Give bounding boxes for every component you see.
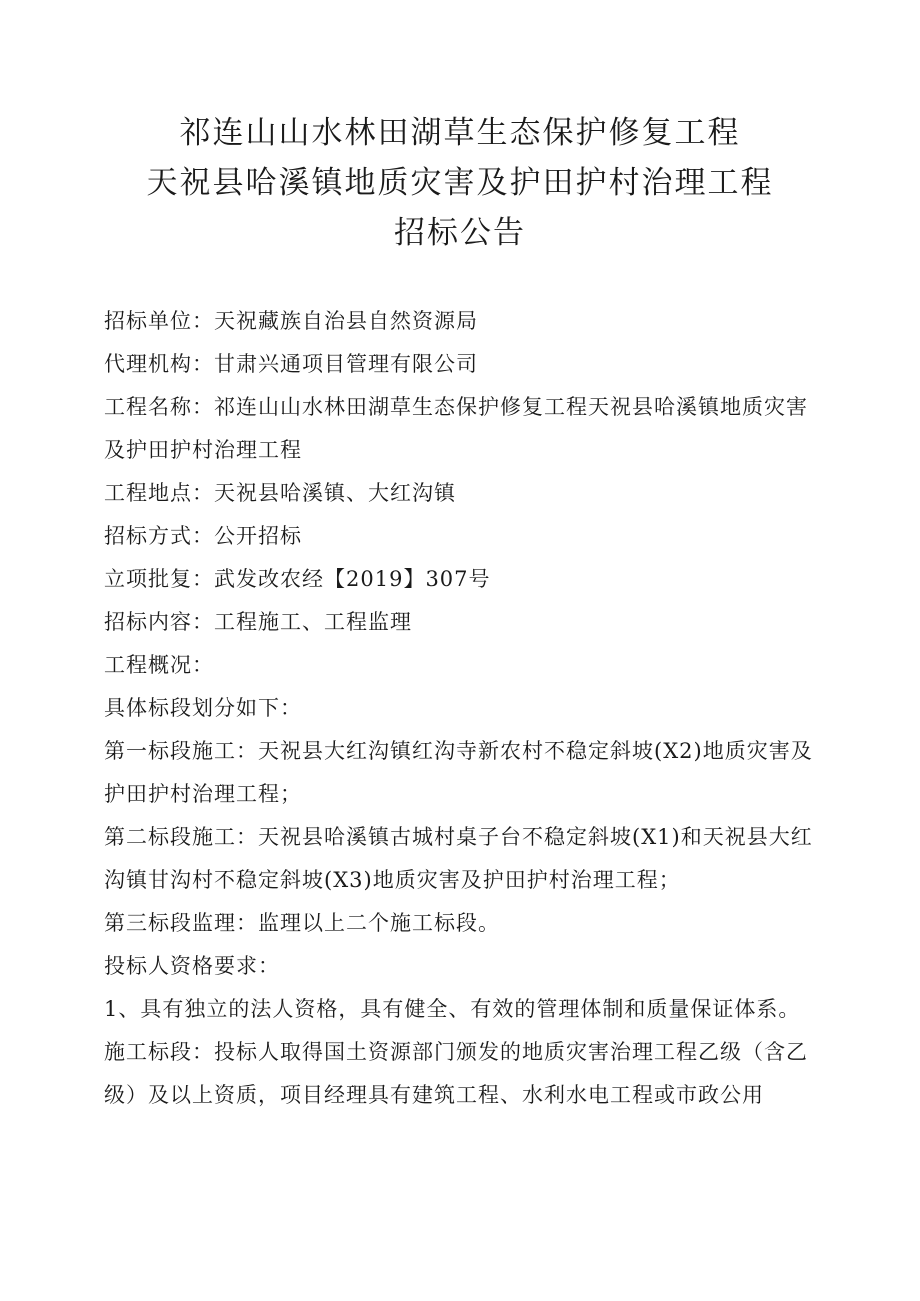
project-name-row (104, 386, 824, 472)
location-row (104, 472, 824, 515)
bidder-value: 天祝藏族自治县自然资源局 (214, 309, 478, 333)
bidder-label: 招标单位： (104, 309, 214, 333)
content-label: 招标内容： (104, 610, 214, 634)
project-name-value: 祁连山山水林田湖草生态保护修复工程天祝县哈溪镇地质灾害及护田护村治理工程 (104, 395, 808, 462)
location-value: 天祝县哈溪镇、大红沟镇 (214, 481, 456, 505)
agency-label: 代理机构： (104, 352, 214, 376)
announcement-body (104, 300, 824, 1117)
approval-row (104, 558, 824, 601)
qualification-item-1: 1、具有独立的法人资格，具有健全、有效的管理体制和质量保证体系。 (104, 997, 801, 1021)
announcement-title (0, 108, 920, 258)
qualification-heading: 投标人资格要求： (104, 954, 280, 978)
title-line-1: 祁连山山水林田湖草生态保护修复工程 (179, 115, 741, 151)
construction-lot-paragraph: 施工标段：投标人取得国土资源部门颁发的地质灾害治理工程乙级（含乙级）及以上资质，项目经理具有建筑工程、水利水电工程或市政公用 (104, 1040, 808, 1107)
agency-value: 甘肃兴通项目管理有限公司 (214, 352, 478, 376)
approval-label: 立项批复： (104, 567, 214, 591)
lot3-paragraph: 第三标段监理：监理以上二个施工标段。 (104, 911, 500, 935)
bidder-row (104, 300, 824, 343)
project-name-label: 工程名称： (104, 395, 214, 419)
content-row (104, 601, 824, 644)
agency-row (104, 343, 824, 386)
approval-value: 武发改农经【2019】307号 (214, 567, 491, 591)
lot2-paragraph: 第二标段施工：天祝县哈溪镇古城村桌子台不稳定斜坡(X1)和天祝县大红沟镇甘沟村不稳定斜坡(X3)地质灾害及护田护村治理工程； (104, 825, 813, 892)
title-line-3: 招标公告 (394, 215, 526, 251)
lot1-paragraph: 第一标段施工：天祝县大红沟镇红沟寺新农村不稳定斜坡(X2)地质灾害及护田护村治理工程； (104, 739, 813, 806)
overview-label: 工程概况： (104, 653, 214, 677)
title-line-2: 天祝县哈溪镇地质灾害及护田护村治理工程 (146, 165, 774, 201)
division-intro: 具体标段划分如下： (104, 696, 302, 720)
location-label: 工程地点： (104, 481, 214, 505)
method-label: 招标方式： (104, 524, 214, 548)
method-value: 公开招标 (214, 524, 302, 548)
content-value: 工程施工、工程监理 (214, 610, 412, 634)
overview-row (104, 644, 824, 687)
method-row (104, 515, 824, 558)
